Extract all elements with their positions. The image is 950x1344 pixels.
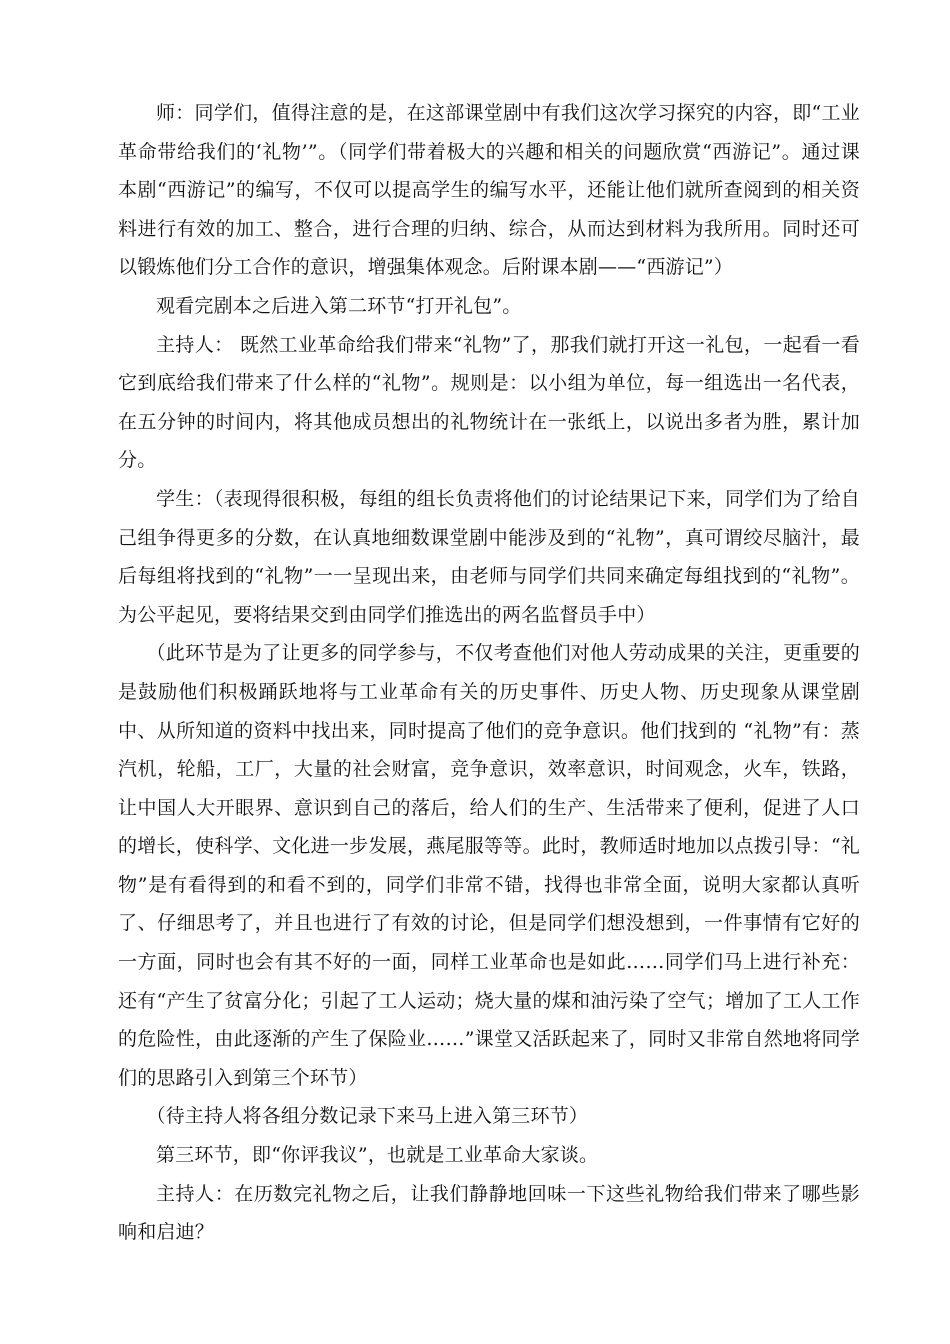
paragraph-host-reflection: 主持人：在历数完礼物之后，让我们静静地回味一下这些礼物给我们带来了哪些影响和启迪？	[118, 1182, 860, 1244]
paragraph-third-section: 第三环节，即“你评我议”，也就是工业革命大家谈。	[156, 1144, 599, 1167]
paragraph-host-gift: 主持人： 既然工业革命给我们带来“礼物”了，那我们就打开这一礼包，一起看一看它到底给我们带来了什么样的“礼物”。规则是：以小组为单位，每一组选出一名代表，在五分钟的时间内，将其他成员想出的礼物统计在一张纸上，以说出多者为胜，累计加分。	[118, 333, 860, 472]
paragraph-section-note: （此环节是为了让更多的同学参与，不仅考查他们对他人劳动成果的关注，更重要的是鼓励他们积极踊跃地将与工业革命有关的历史事件、历史人物、历史现象从课堂剧中、从所知道的资料中找出来，同时提高了他们的竞争意识。他们找到的 “礼物”有：蒸汽机，轮船，工厂，大量的社会财富，竞争意识，效率意识，时间观念，火车，铁路，让中国人大开眼界、意识到自己的落后，给人们的生产、生活带来了便利，促进了人口的增长，使科学、文化进一步发展，燕尾服等等。此时，教师适时地加以点拨引导：“礼物”是有看得到的和看不到的，同学们非常不错，找得也非常全面，说明大家都认真听了、仔细思考了，并且也进行了有效的讨论，但是同学们想没想到，一件事情有它好的一方面，同时也会有其不好的一面，同样工业革命也是如此……同学们马上进行补充：还有“产生了贫富分化；引起了工人运动；烧大量的煤和油污染了空气；增加了工人工作的危险性，由此逐渐的产生了保险业……”课堂又活跃起来了，同时又非常自然地将同学们的思路引入到第三个环节）	[118, 642, 860, 1089]
paragraph-second-section: 观看完剧本之后进入第二环节“打开礼包”。	[156, 294, 522, 317]
paragraph-teacher-intro: 师：同学们，值得注意的是，在这部课堂剧中有我们这次学习探究的内容，即“工业革命带给我们的‘礼物’”。（同学们带着极大的兴趣和相关的问题欣赏“西游记”。通过课本剧“西游记”的编写，不仅可以提高学生的编写水平，还能让他们就所查阅到的相关资料进行有效的加工、整合，进行合理的归纳、综合，从而达到材料为我所用。同时还可以锻炼他们分工合作的意识，增强集体观念。后附课本剧——“西游记”）	[118, 102, 860, 279]
document-page	[118, 94, 860, 1252]
paragraph-students: 学生：（表现得很积极，每组的组长负责将他们的讨论结果记下来，同学们为了给自己组争得更多的分数，在认真地细数课堂剧中能涉及到的“礼物”，真可谓绞尽脑汁，最后每组将找到的“礼物”一一呈现出来，由老师与同学们共同来确定每组找到的“礼物”。为公平起见，要将结果交到由同学们推选出的两名监督员手中）	[118, 487, 860, 626]
paragraph-score-note: （待主持人将各组分数记录下来马上进入第三环节）	[146, 1105, 589, 1128]
